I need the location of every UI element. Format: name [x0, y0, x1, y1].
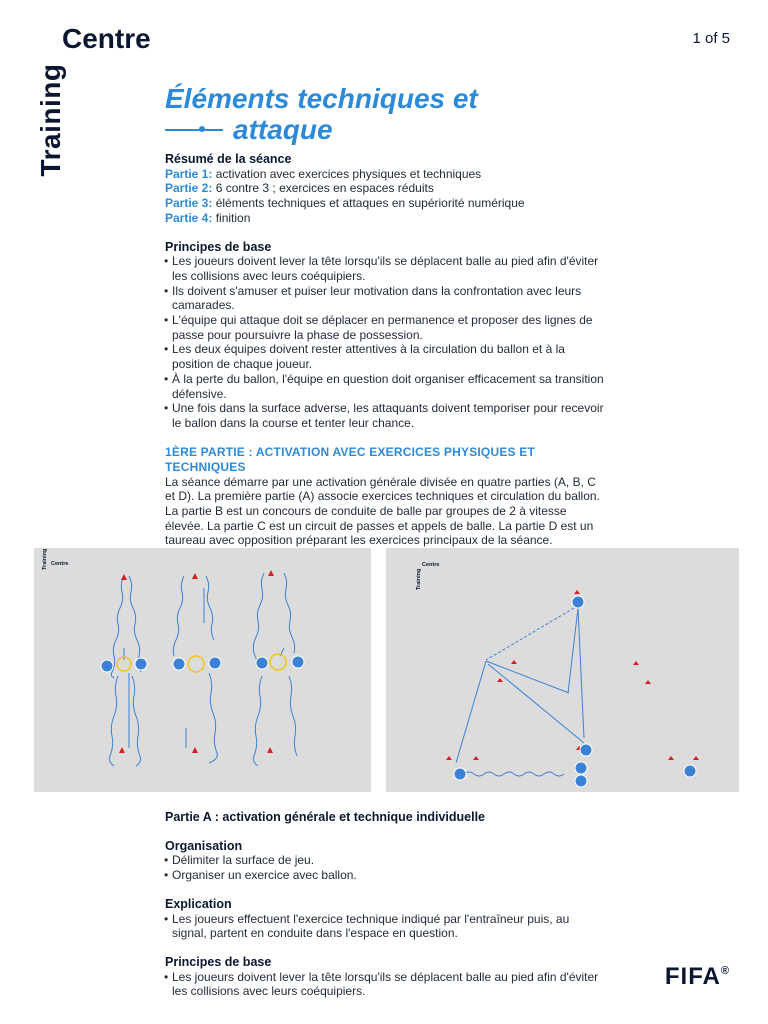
- cone-icon: [268, 570, 274, 576]
- diagram-brand-training: Training: [416, 568, 422, 590]
- summary-part-label: Partie 4:: [165, 210, 213, 225]
- diagram-part-b: [386, 548, 739, 792]
- summary-part-text: éléments techniques et attaques en supériorité numérique: [215, 196, 525, 211]
- cone-icon: [119, 747, 125, 753]
- title-decoration-icon: [165, 129, 223, 131]
- brand-training-text: Training: [35, 63, 66, 177]
- cone-icon: [668, 756, 674, 760]
- dribble-path: [253, 573, 264, 663]
- partA-heading: Partie A : activation générale et technique individuelle: [165, 810, 485, 824]
- explication-list: [165, 912, 605, 941]
- summary-part-label: Partie 1:: [165, 166, 213, 181]
- summary-part: [165, 167, 605, 182]
- list-item: • Les joueurs doivent lever la tête lorsqu'ils se déplacent balle au pied afin d'éviter les collisions avec leurs coéquipiers.: [165, 970, 605, 999]
- cone-icon: [192, 747, 198, 753]
- dribble-path: [254, 676, 263, 766]
- player-icon: [135, 658, 147, 670]
- player-icon: [173, 658, 185, 670]
- player-icon: [101, 660, 113, 672]
- diagram-part-b-drawing: [386, 548, 739, 792]
- summary-part: [165, 196, 605, 211]
- cone-icon: [121, 574, 127, 580]
- partA-principles-heading: Principes de base: [165, 954, 272, 969]
- cone-icon: [633, 661, 639, 665]
- diagram-part-a: [34, 548, 371, 792]
- title-line-1: Éléments techniques et: [165, 83, 478, 114]
- explication-heading: Explication: [165, 896, 232, 911]
- player-icon: [575, 762, 587, 774]
- player-icon: [454, 768, 466, 780]
- dribble-path: [289, 676, 297, 756]
- list-item: • Les joueurs doivent lever la tête lorsqu'ils se déplacent balle au pied afin d'éviter les collisions avec leurs coéquipiers.: [165, 254, 605, 283]
- target-ring: [188, 656, 204, 672]
- brand-centre-text: Centre: [62, 23, 151, 54]
- cone-icon: [574, 590, 580, 594]
- diagrams: [34, 548, 739, 792]
- player-icon: [292, 656, 304, 668]
- page-number: 1 of 5: [692, 30, 730, 47]
- summary-part: [165, 211, 605, 226]
- summary-part-label: Partie 3:: [165, 196, 213, 211]
- pass-line: [578, 608, 584, 738]
- summary-part-label: Partie 2:: [165, 181, 213, 196]
- diagram-brand-training: Training: [42, 548, 48, 570]
- list-item: • Une fois dans la surface adverse, les attaquants doivent temporiser pour recevoir le ballon dans la course et tenter leur chance.: [165, 401, 605, 430]
- pass-line: [568, 608, 578, 693]
- diagram-part-a-drawing: [34, 548, 371, 792]
- registered-mark: ®: [720, 965, 730, 977]
- fifa-logo: [665, 963, 730, 991]
- part1-heading: 1ÈRE PARTIE : ACTIVATION AVEC EXERCICES PHYSIQUES ET TECHNIQUES: [165, 444, 536, 474]
- pass-line: [486, 608, 574, 660]
- organisation-heading: Organisation: [165, 838, 243, 853]
- partA-section: [165, 810, 605, 999]
- cone-icon: [693, 756, 699, 760]
- cone-icon: [645, 680, 651, 684]
- player-icon: [572, 596, 584, 608]
- diagram-brand-centre: Centre: [51, 561, 69, 567]
- list-item: • À la perte du ballon, l'équipe en question doit organiser efficacement sa transition défensive.: [165, 372, 605, 401]
- cone-icon: [511, 660, 517, 664]
- summary-part-text: finition: [215, 210, 251, 225]
- dribble-path: [464, 772, 564, 776]
- dribble-path: [173, 576, 184, 656]
- pass-line: [456, 661, 486, 763]
- list-item: • Délimiter la surface de jeu.: [165, 853, 605, 868]
- title-line-2: attaque: [233, 114, 333, 145]
- dribble-path: [129, 576, 141, 672]
- principles-heading: Principes de base: [165, 239, 272, 254]
- summary-part-text: 6 contre 3 ; exercices en espaces réduits: [215, 181, 434, 196]
- dribble-path: [209, 673, 217, 763]
- diagram-brand-centre: Centre: [422, 562, 440, 568]
- list-item: • Organiser un exercice avec ballon.: [165, 868, 605, 883]
- cone-icon: [473, 756, 479, 760]
- dribble-path: [110, 676, 119, 766]
- cone-icon: [497, 678, 503, 682]
- player-icon: [684, 765, 696, 777]
- summary-heading: Résumé de la séance: [165, 152, 292, 166]
- main-content: [165, 152, 605, 548]
- list-item: • L'équipe qui attaque doit se déplacer en permanence et proposer des lignes de passe pour poursuivre la phase de possession.: [165, 313, 605, 342]
- page-title: [165, 83, 478, 145]
- dribble-path: [132, 676, 141, 766]
- dribble-path: [284, 573, 295, 653]
- list-item: • Ils doivent s'amuser et puiser leur motivation dans la confrontation avec leurs camarades.: [165, 284, 605, 313]
- cone-icon: [267, 747, 273, 753]
- player-icon: [580, 744, 592, 756]
- list-item: • Les joueurs effectuent l'exercice technique indiqué par l'entraîneur puis, au signal, partent en conduite dans l'espace en question.: [165, 912, 605, 941]
- cone-icon: [446, 756, 452, 760]
- player-icon: [209, 657, 221, 669]
- summary-part: [165, 181, 605, 196]
- target-ring: [270, 654, 286, 670]
- organisation-list: [165, 853, 605, 882]
- dribble-path: [206, 576, 214, 640]
- list-item: • Les deux équipes doivent rester attentives à la circulation du ballon et à la position de chaque joueur.: [165, 342, 605, 371]
- fifa-logo-text: FIFA: [664, 963, 721, 990]
- partA-principles-list: [165, 970, 605, 999]
- cone-icon: [192, 573, 198, 579]
- principles-list: [165, 254, 605, 430]
- pass-line: [486, 661, 569, 693]
- player-icon: [575, 775, 587, 787]
- player-icon: [256, 657, 268, 669]
- part1-paragraph: La séance démarre par une activation générale divisée en quatre parties (A, B, C et D). La première partie (A) associe exercices techniques et circulation du ballon. La partie B est un concours de conduite de balle par groupes de 2 à vitesse élevée. La partie C est un circuit de passes et appels de balle. La partie D est un taureau avec opposition préparant les exercices principaux de la séance.: [165, 474, 600, 548]
- summary-part-text: activation avec exercices physiques et techniques: [215, 166, 482, 181]
